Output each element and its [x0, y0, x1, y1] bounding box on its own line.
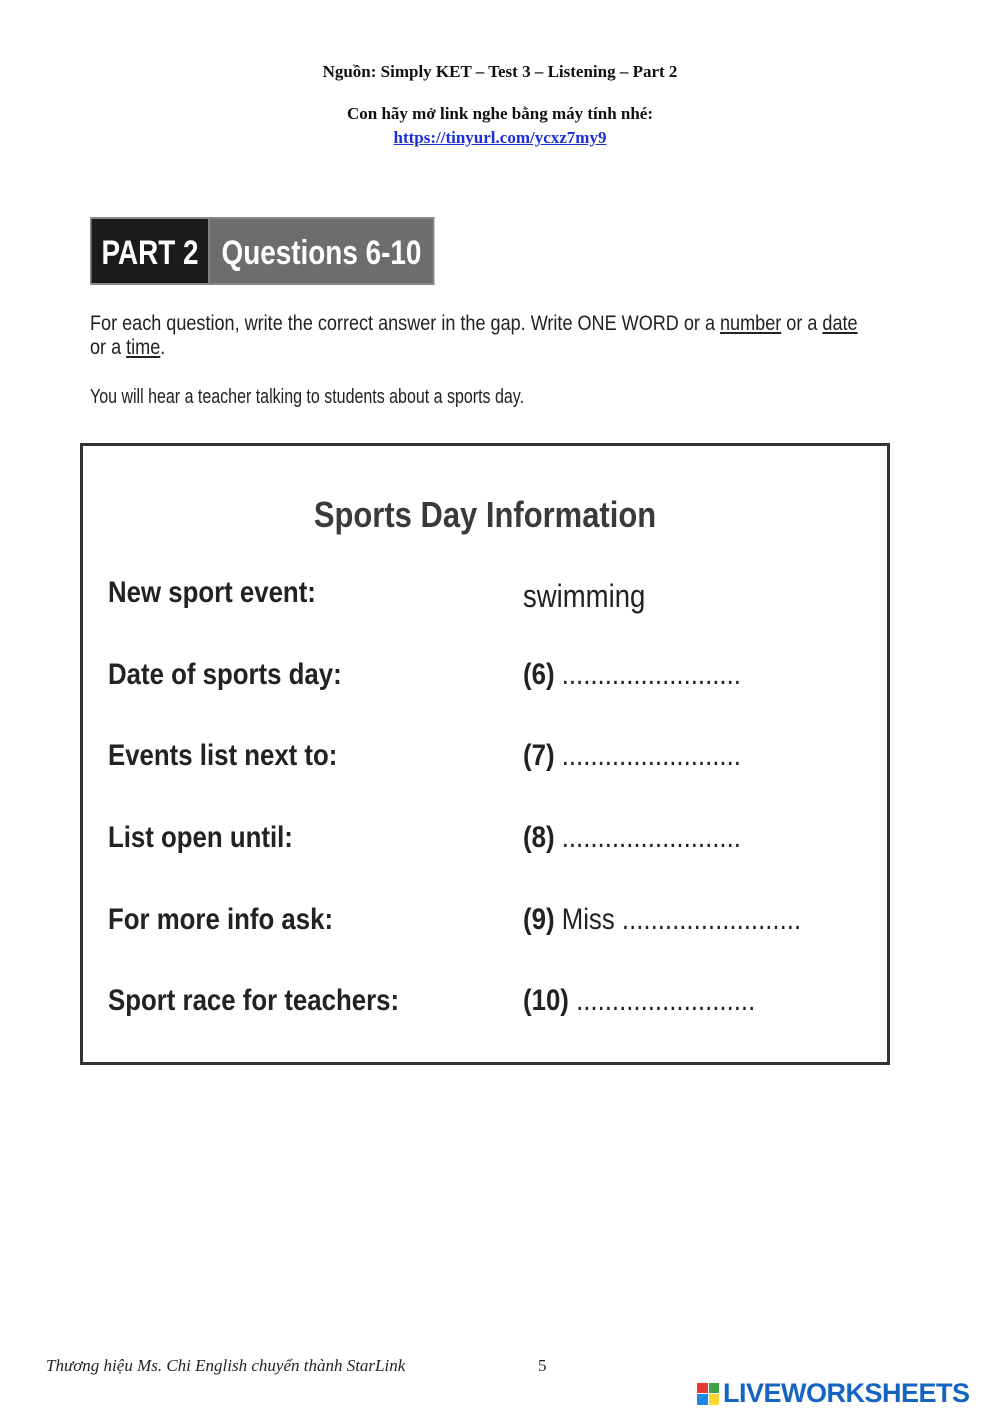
- instruction-or-2: or a: [90, 336, 122, 359]
- row-label: For more info ask:: [108, 903, 334, 936]
- questions-range: Questions 6-10: [210, 217, 434, 285]
- answer-gap-8[interactable]: [523, 821, 741, 855]
- liveworksheets-logo[interactable]: [697, 1378, 970, 1409]
- source-line: Nguồn: Simply KET – Test 3 – Listening – Part 2: [322, 62, 678, 81]
- context-sentence: You will hear a teacher talking to students about a sports day.: [90, 386, 525, 408]
- part-label: PART 2: [90, 217, 210, 285]
- sports-day-info-box: [80, 443, 890, 1065]
- instruction-period: .: [160, 336, 166, 359]
- logo-text: LIVEWORKSHEETS: [723, 1378, 970, 1408]
- task-instruction: [90, 312, 873, 360]
- part-header: [90, 217, 435, 285]
- gap-dots: Miss .........................: [561, 903, 802, 936]
- instruction-number: number: [720, 312, 782, 335]
- instruction-date: date: [822, 312, 858, 335]
- question-number: (6): [523, 658, 555, 691]
- row-label: Sport race for teachers:: [108, 984, 400, 1017]
- gap-dots: .........................: [576, 984, 756, 1017]
- audio-link[interactable]: https://tinyurl.com/ycxz7my9: [393, 128, 607, 147]
- info-row-10: [83, 984, 887, 1034]
- question-number: (10): [523, 984, 569, 1017]
- question-number: (7): [523, 739, 555, 772]
- row-label: Date of sports day:: [108, 658, 342, 691]
- row-label: New sport event:: [108, 576, 316, 609]
- info-row-9: [83, 903, 887, 953]
- row-label: List open until:: [108, 821, 293, 854]
- gap-dots: .........................: [561, 821, 741, 854]
- logo-mark-icon: [697, 1383, 719, 1405]
- page-number: 5: [538, 1356, 547, 1375]
- instruction-or-1: or a: [786, 312, 818, 335]
- info-row-example: [83, 576, 887, 626]
- instruction-time: time: [126, 336, 161, 359]
- row-label: Events list next to:: [108, 739, 338, 772]
- answer-gap-9[interactable]: [523, 903, 801, 937]
- footer-brand: Thương hiệu Ms. Chi English chuyển thành StarLink: [46, 1356, 406, 1375]
- example-value: swimming: [523, 578, 646, 614]
- example-answer: [523, 578, 645, 615]
- box-title: Sports Day Information: [313, 494, 657, 535]
- question-number: (9): [523, 903, 555, 936]
- info-row-6: [83, 658, 887, 708]
- info-row-7: [83, 739, 887, 789]
- answer-gap-7[interactable]: [523, 739, 741, 773]
- info-row-8: [83, 821, 887, 871]
- gap-dots: .........................: [561, 658, 741, 691]
- answer-gap-6[interactable]: [523, 658, 741, 692]
- question-number: (8): [523, 821, 555, 854]
- listening-instruction: Con hãy mở link nghe bằng máy tính nhé:: [346, 104, 654, 123]
- instruction-text: For each question, write the correct answer in the gap. Write ONE WORD or a: [90, 312, 715, 335]
- answer-gap-10[interactable]: [523, 984, 755, 1018]
- gap-dots: .........................: [561, 739, 741, 772]
